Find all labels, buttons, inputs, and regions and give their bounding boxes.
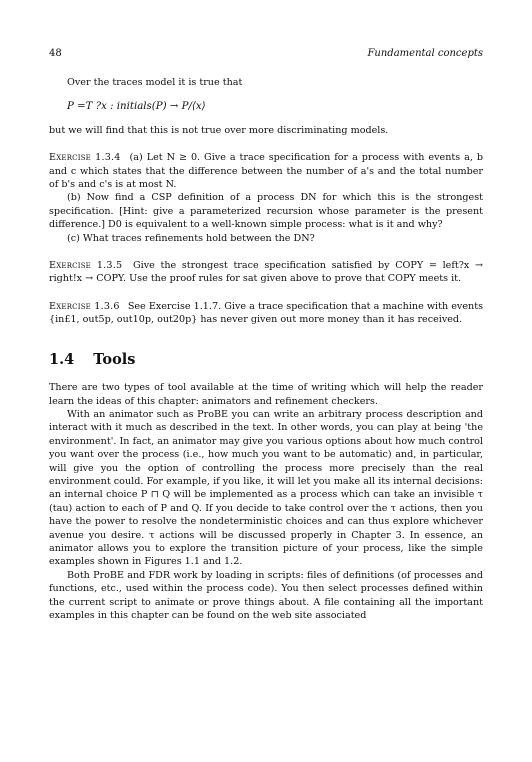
exercise-text: See Exercise 1.1.7. Give a trace specification that a machine with events {in£1, out5p, out10p, out20p} has never given out more money than it has received. <box>49 300 483 326</box>
exercise-label: Exercise 1.3.4 <box>49 152 121 164</box>
intro-line: Over the traces model it is true that <box>67 77 243 88</box>
exercise-label: Exercise 1.3.5 <box>49 260 123 272</box>
equation: P =T ?x : initials(P) → P/⟨x⟩ <box>67 101 206 113</box>
paragraph-2: With an animator such as ProBE you can write an arbitrary process description and interact with it much as described in the text. In other words, you can play at being 'the environment'. In fact, an animator may give you various options about how much control you want over the process (i.e., how much you want to be automatic) and, in particular, will give you the option of controlling the process more precisely than the real environment could. For example, if you like, it will let you make all its internal decisions: an internal choice P ⊓ Q will be implemented as a process which can take an invisible τ (tau) action to each of P and Q. If you decide to take control over the τ actions, then you have the power to resolve the nondeterministic choices and can thus explore whichever avenue you desire. τ actions will be discussed properly in Chapter 3. In essence, an animator allows you to explore the transition picture of your process, like the simple examples shown in Figures 1.1 and 1.2. <box>49 408 483 568</box>
exercise-1-3-5 <box>49 259 483 286</box>
section-number: 1.4 <box>49 350 75 368</box>
exercise-text: Give the strongest trace specification satisfied by COPY = left?x → right!x → COPY. Use the proof rules for sat given above to prove that COPY meets it. <box>49 260 483 285</box>
exercise-text: (a) Let N ≥ 0. Give a trace specification for a process with events a, b and c which states that the difference between the number of a's and the total number of b's and c's is at most N. <box>49 152 483 191</box>
paragraph-1: There are two types of tool available at the time of writing which will help the reader learn the ideas of this chapter: animators and refinement checkers. <box>49 382 483 407</box>
page-header <box>49 47 483 61</box>
exercise-label: Exercise 1.3.6 <box>49 300 120 312</box>
page-body <box>49 76 483 622</box>
exercise-1-3-4-part-c: (c) What traces refinements hold between the DN? <box>67 232 315 244</box>
exercise-1-3-6-text <box>49 300 483 327</box>
after-equation-text: but we will find that this is not true over more discriminating models. <box>49 124 389 136</box>
exercise-1-3-5-text <box>49 259 483 286</box>
page-number: 48 <box>49 48 62 59</box>
exercise-1-3-4-part-a <box>49 151 483 191</box>
exercise-1-3-4-part-b: (b) Now find a CSP definition of a process DN for which this is the strongest specification. [Hint: give a parameterized recursion whose parameter is the present difference.] D0 is equivalent to a well-known simple process: what is it and why? <box>49 192 483 231</box>
exercise-1-3-6 <box>49 300 483 327</box>
paragraph-3: Both ProBE and FDR work by loading in scripts: files of definitions (of processes and functions, etc., used within the process code). You then select processes defined within the current script to animate or prove things about. A file containing all the important examples in this chapter can be found on the web site associated <box>49 569 483 621</box>
section-heading <box>49 350 483 368</box>
exercise-1-3-4 <box>49 151 483 245</box>
section-title: Tools <box>93 350 136 368</box>
running-title: Fundamental concepts <box>367 48 483 59</box>
